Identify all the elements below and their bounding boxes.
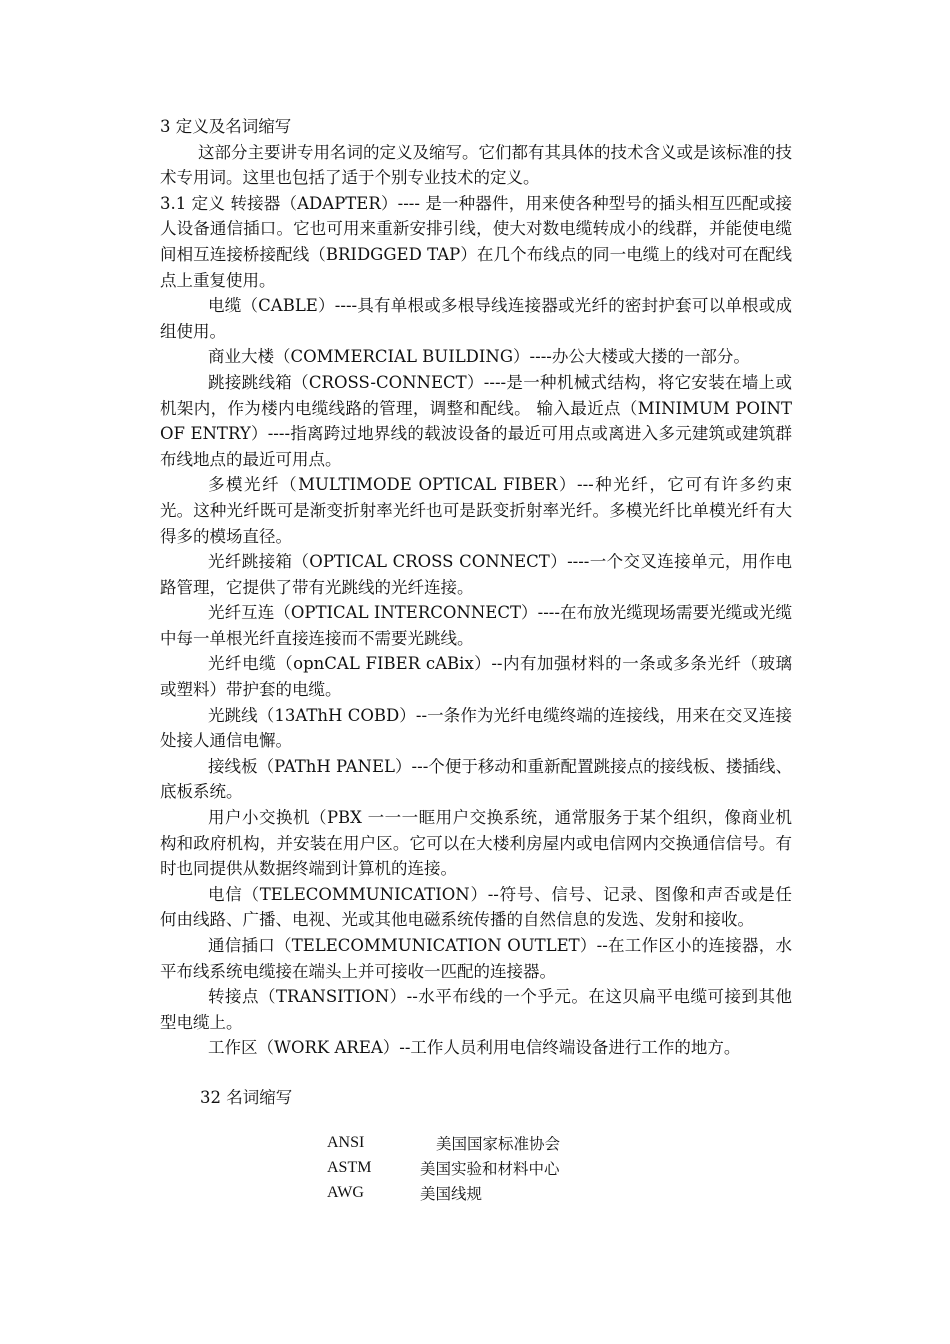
- table-row: [327, 1155, 560, 1180]
- definition-text: 转接器（ADAPTER）---- 是一种器件，用来使各种型号的插头相互匹配或接人设备通信插口。它也可用来重新安排引线，使大对数电缆转成小的线群，并能使电缆间相互连接桥接配线（BRIDGGED TAP）在几个布线点的同一电缆上的线对可在配线点上重复使用。: [160, 193, 792, 290]
- definition-paragraph: 用户小交换机（PBX 一一一眶用户交换系统，通常服务于某个组织，像商业机构和政府机构，并安装在用户区。它可以在大楼利房屋内或电信网内交换通信信号。有时也同提供从数据终端到计算机的连接。: [160, 808, 792, 879]
- abbreviations-heading: 32 名词缩写: [200, 1087, 293, 1107]
- abbreviations-table: [327, 1130, 560, 1205]
- definition-paragraph: 电信（TELECOMMUNICATION）--符号、信号、记录、图像和声否或是任何由线路、广播、电视、光或其他电磁系统传播的自然信息的发选、发射和接收。: [160, 884, 792, 930]
- table-row: [327, 1130, 560, 1155]
- section-intro: 这部分主要讲专用名词的定义及缩写。它们都有其具体的技术含义或是该标准的技术专用词。这里也包括了适于个别专业技术的定义。: [160, 142, 792, 188]
- abbreviation-meaning: 美国实验和材料中心: [420, 1159, 560, 1178]
- abbreviation-meaning: 美国线规: [420, 1184, 483, 1203]
- definition-paragraph: 多模光纤（MULTIMODE OPTICAL FIBER）---种光纤，它可有许多约束光。这种光纤既可是渐变折射率光纤也可是跃变折射率光纤。多模光纤比单模光纤有大得多的模场直径。: [160, 475, 792, 546]
- abbreviation-code: AWG: [327, 1183, 364, 1201]
- definition-paragraph: 光跳线（13AThH COBD）--一条作为光纤电缆终端的连接线，用来在交叉连接处接人通信电懈。: [160, 705, 792, 751]
- definition-paragraph: 接线板（PAThH PANEL）---个便于移动和重新配置跳接点的接线板、搂插线、底板系统。: [160, 756, 792, 802]
- definitions-heading: 3.1 定义: [160, 193, 226, 213]
- abbreviation-meaning: 美国国家标准协会: [436, 1134, 561, 1153]
- abbreviation-code: ANSI: [327, 1133, 365, 1151]
- definition-paragraph: 商业大楼（COMMERCIAL BUILDING）----办公大楼或大搂的一部分。: [208, 347, 750, 367]
- abbreviation-code: ASTM: [327, 1158, 372, 1176]
- definition-paragraph: 工作区（WORK AREA）--工作人员利用电信终端设备进行工作的地方。: [208, 1038, 741, 1058]
- section-heading: 3 定义及名词缩写: [160, 117, 292, 136]
- table-row: [327, 1180, 560, 1205]
- definition-paragraph: 跳接跳线箱（CROSS-CONNECT）----是一种机械式结构，将它安装在墙上或机架内，作为楼内电缆线路的管理，调整和配线。 输入最近点（MINIMUM POINT OF ENTRY）----指离跨过地界线的载波设备的最近可用点或离进入多元建筑或建筑群布线地点的最近可用点。: [160, 372, 792, 469]
- document-body: [160, 114, 792, 1111]
- definition-paragraph: 光纤互连（OPTICAL INTERCONNECT）----在布放光缆现场需要光缆或光缆中每一单根光纤直接连接而不需要光跳线。: [160, 603, 792, 648]
- definition-paragraph: 光纤跳接箱（OPTICAL CROSS CONNECT）----一个交叉连接单元，用作电路管理，它提供了带有光跳线的光纤连接。: [160, 552, 792, 597]
- definition-paragraph: 光纤电缆（opnCAL FIBER cABix）--内有加强材料的一条或多条光纤（玻璃或塑料）带护套的电缆。: [160, 654, 792, 700]
- definition-paragraph: 通信插口（TELECOMMUNICATION OUTLET）--在工作区小的连接器，水平布线系统电缆接在端头上并可接收一匹配的连接器。: [160, 936, 792, 981]
- definition-paragraph: 转接点（TRANSITION）--水平布线的一个乎元。在这贝扁平电缆可接到其他型电缆上。: [160, 987, 792, 1032]
- definition-paragraph: 电缆（CABLE）----具有单根或多根导线连接器或光纤的密封护套可以单根或成组使用。: [160, 296, 792, 341]
- definition-paragraph: [160, 191, 792, 293]
